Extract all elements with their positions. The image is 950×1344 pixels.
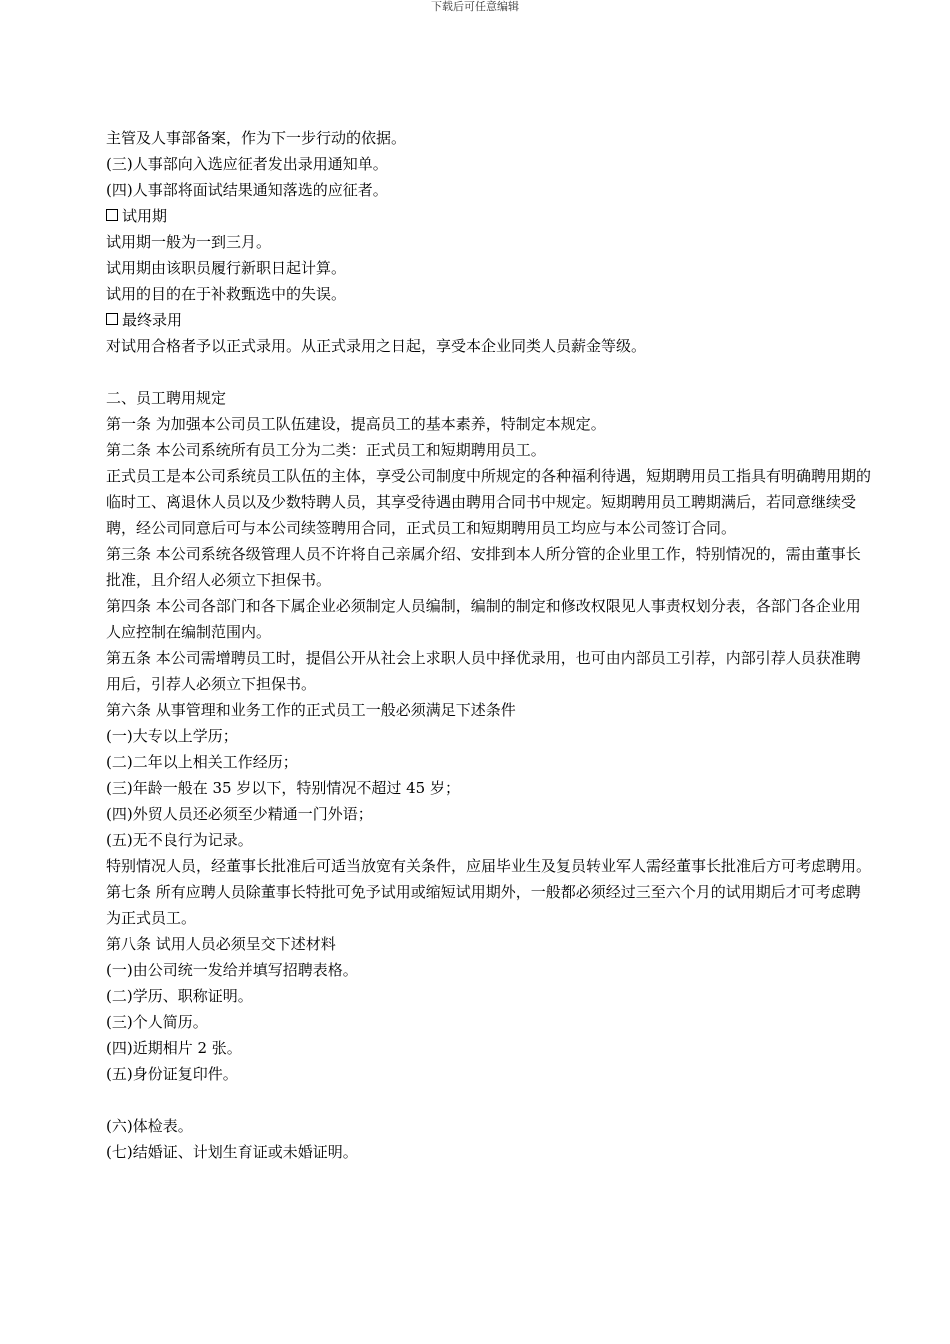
article-1: 第一条 为加强本公司员工队伍建设，提高员工的基本素养，特制定本规定。 [106,415,606,433]
article-4: 第四条 本公司各部门和各下属企业必须制定人员编制，编制的制定和修改权限见人事责权划分表，各部门各企业用人应控制在编制范围内。 [106,597,861,641]
paragraph: 正式员工是本公司系统员工队伍的主体，享受公司制度中所规定的各种福利待遇，短期聘用员工指具有明确聘用期的临时工、离退休人员以及少数特聘人员，其享受待遇由聘用合同书中规定。短期聘用员工聘期满后，若同意继续受聘，经公司同意后可与本公司续签聘用合同，正式员工和短期聘用员工均应与本公司签订合同。 [106,467,872,537]
document-body [106,125,871,1165]
article-6: 第六条 从事管理和业务工作的正式员工一般必须满足下述条件 [106,701,516,719]
paragraph: (三)人事部向入选应征者发出录用通知单。 [106,155,388,173]
list-item: (七)结婚证、计划生育证或未婚证明。 [106,1143,358,1161]
section-heading-probation [106,203,871,229]
paragraph: 特别情况人员，经董事长批准后可适当放宽有关条件，应届毕业生及复员转业军人需经董事长批准后方可考虑聘用。 [106,857,872,875]
list-item: (三)年龄一般在 35 岁以下，特别情况不超过 45 岁； [106,779,460,797]
section-heading-label: 最终录用 [122,311,183,329]
spacer [106,359,871,385]
checkbox-icon [106,313,118,325]
paragraph: 试用期一般为一到三月。 [106,233,272,251]
article-5: 第五条 本公司需增聘员工时，提倡公开从社会上求职人员中择优录用，也可由内部员工引荐，内部引荐人员获准聘用后，引荐人必须立下担保书。 [106,649,861,693]
article-3: 第三条 本公司系统各级管理人员不许将自己亲属介绍、安排到本人所分管的企业里工作，特别情况的，需由董事长批准，且介绍人必须立下担保书。 [106,545,861,589]
list-item: (二)学历、职称证明。 [106,987,253,1005]
list-item: (五)无不良行为记录。 [106,831,253,849]
paragraph: (四)人事部将面试结果通知落选的应征者。 [106,181,388,199]
article-8: 第八条 试用人员必须呈交下述材料 [106,935,336,953]
paragraph: 主管及人事部备案，作为下一步行动的依据。 [106,129,407,147]
list-item: (二)二年以上相关工作经历； [106,753,298,771]
section-heading-label: 试用期 [122,207,168,225]
section-title: 二、员工聘用规定 [106,389,227,407]
paragraph: 对试用合格者予以正式录用。从正式录用之日起，享受本企业同类人员薪金等级。 [106,337,647,355]
article-2: 第二条 本公司系统所有员工分为二类：正式员工和短期聘用员工。 [106,441,546,459]
paragraph: 试用期由该职员履行新职日起计算。 [106,259,347,277]
list-item: (四)外贸人员还必须至少精通一门外语； [106,805,373,823]
list-item: (五)身份证复印件。 [106,1065,238,1083]
list-item: (一)由公司统一发给并填写招聘表格。 [106,961,358,979]
spacer [106,1087,871,1113]
list-item: (三)个人简历。 [106,1013,208,1031]
article-7: 第七条 所有应聘人员除董事长特批可免予试用或缩短试用期外，一般都必须经过三至六个月的试用期后才可考虑聘为正式员工。 [106,883,861,927]
list-item: (四)近期相片 2 张。 [106,1039,242,1057]
checkbox-icon [106,209,118,221]
page-header: 下载后可任意编辑 [431,0,519,13]
list-item: (六)体检表。 [106,1117,193,1135]
paragraph: 试用的目的在于补救甄选中的失误。 [106,285,347,303]
section-heading-final-hiring [106,307,871,333]
list-item: (一)大专以上学历； [106,727,238,745]
